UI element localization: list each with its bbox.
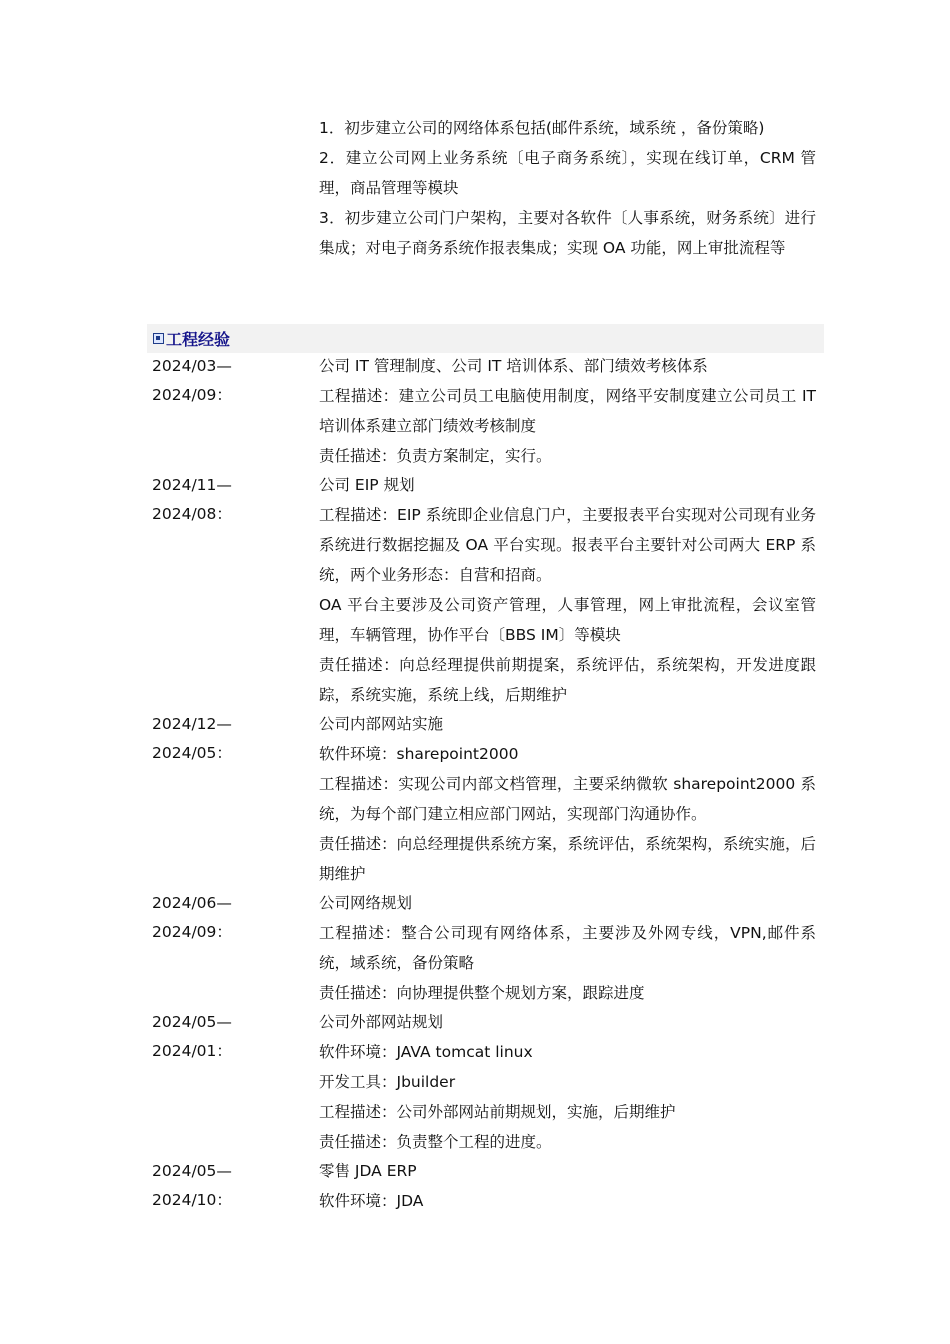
project-title: 公司 EIP 规划 (319, 476, 415, 494)
project-title: 零售 JDA ERP (319, 1162, 417, 1180)
project-line: 工程描述：公司外部网站前期规划，实施，后期维护 (319, 1103, 676, 1121)
project-line: 责任描述：负责整个工程的进度。 (319, 1133, 552, 1151)
intro-item-2: 2．建立公司网上业务系统〔电子商务系统〕，实现在线订单，CRM 管理，商品管理等模块 (319, 149, 816, 197)
intro-item-1: 1．初步建立公司的网络体系包括(邮件系统，域系统 ，备份策略) (319, 119, 765, 137)
project-start-date: 2024/12— (152, 715, 232, 733)
project-entry (0, 1008, 950, 1157)
project-details (319, 710, 816, 889)
section-title: 工程经验 (166, 330, 231, 349)
project-start-date: 2024/11— (152, 476, 232, 494)
section-icon (153, 333, 164, 344)
project-end-date: 2024/05： (152, 744, 232, 762)
project-line: 责任描述：负责方案制定，实行。 (319, 447, 552, 465)
project-end-date: 2024/09： (152, 923, 232, 941)
project-line: 工程描述：整合公司现有网络体系，主要涉及外网专线，VPN,邮件系统，域系统，备份策略 (319, 924, 816, 972)
project-details (319, 889, 816, 1008)
project-start-date: 2024/05— (152, 1162, 232, 1180)
project-line: OA 平台主要涉及公司资产管理，人事管理，网上审批流程，会议室管理，车辆管理，协作平台〔BBS IM〕等模块 (319, 596, 816, 644)
project-title: 公司内部网站实施 (319, 715, 444, 733)
project-end-date: 2024/08： (152, 505, 232, 523)
project-line: 责任描述：向总经理提供系统方案，系统评估，系统架构，系统实施，后期维护 (319, 835, 816, 883)
project-list (0, 352, 950, 1216)
project-details (319, 352, 816, 471)
project-line: 软件环境：JDA (319, 1192, 424, 1210)
project-title: 公司外部网站规划 (319, 1013, 444, 1031)
project-start-date: 2024/03— (152, 357, 232, 375)
project-entry (0, 1157, 950, 1216)
project-dates (152, 471, 312, 529)
project-entry (0, 710, 950, 889)
project-dates (152, 889, 312, 947)
project-line: 软件环境：sharepoint2000 (319, 745, 519, 763)
project-entry (0, 471, 950, 710)
project-start-date: 2024/05— (152, 1013, 232, 1031)
project-start-date: 2024/06— (152, 894, 232, 912)
intro-item-3: 3．初步建立公司门户架构，主要对各软件〔人事系统，财务系统〕进行集成；对电子商务系统作报表集成；实现 OA 功能，网上审批流程等 (319, 209, 816, 257)
project-line: 工程描述：建立公司员工电脑使用制度，网络平安制度建立公司员工 IT 培训体系建立部门绩效考核制度 (319, 387, 816, 435)
project-dates (152, 1157, 312, 1215)
project-title: 公司 IT 管理制度、公司 IT 培训体系、部门绩效考核体系 (319, 357, 708, 375)
intro-list (319, 113, 816, 263)
project-line: 工程描述：EIP 系统即企业信息门户，主要报表平台实现对公司现有业务系统进行数据挖掘及 OA 平台实现。报表平台主要针对公司两大 ERP 系统，两个业务形态：自营和招商。 (319, 506, 816, 584)
project-details (319, 471, 816, 710)
project-details (319, 1008, 816, 1157)
project-line: 责任描述：向协理提供整个规划方案，跟踪进度 (319, 984, 645, 1002)
project-end-date: 2024/01： (152, 1042, 232, 1060)
project-dates (152, 352, 312, 410)
project-end-date: 2024/09： (152, 386, 232, 404)
project-end-date: 2024/10： (152, 1191, 232, 1209)
project-details (319, 1157, 816, 1216)
project-line: 工程描述：实现公司内部文档管理，主要采纳微软 sharepoint2000 系统，为每个部门建立相应部门网站，实现部门沟通协作。 (319, 775, 816, 823)
project-line: 软件环境：JAVA tomcat linux (319, 1043, 533, 1061)
project-line: 责任描述：向总经理提供前期提案，系统评估，系统架构，开发进度跟踪，系统实施，系统上线，后期维护 (319, 656, 816, 704)
project-dates (152, 1008, 312, 1066)
project-dates (152, 710, 312, 768)
project-line: 开发工具：Jbuilder (319, 1073, 456, 1091)
project-entry (0, 352, 950, 471)
section-header (147, 324, 824, 353)
project-entry (0, 889, 950, 1008)
project-title: 公司网络规划 (319, 894, 413, 912)
